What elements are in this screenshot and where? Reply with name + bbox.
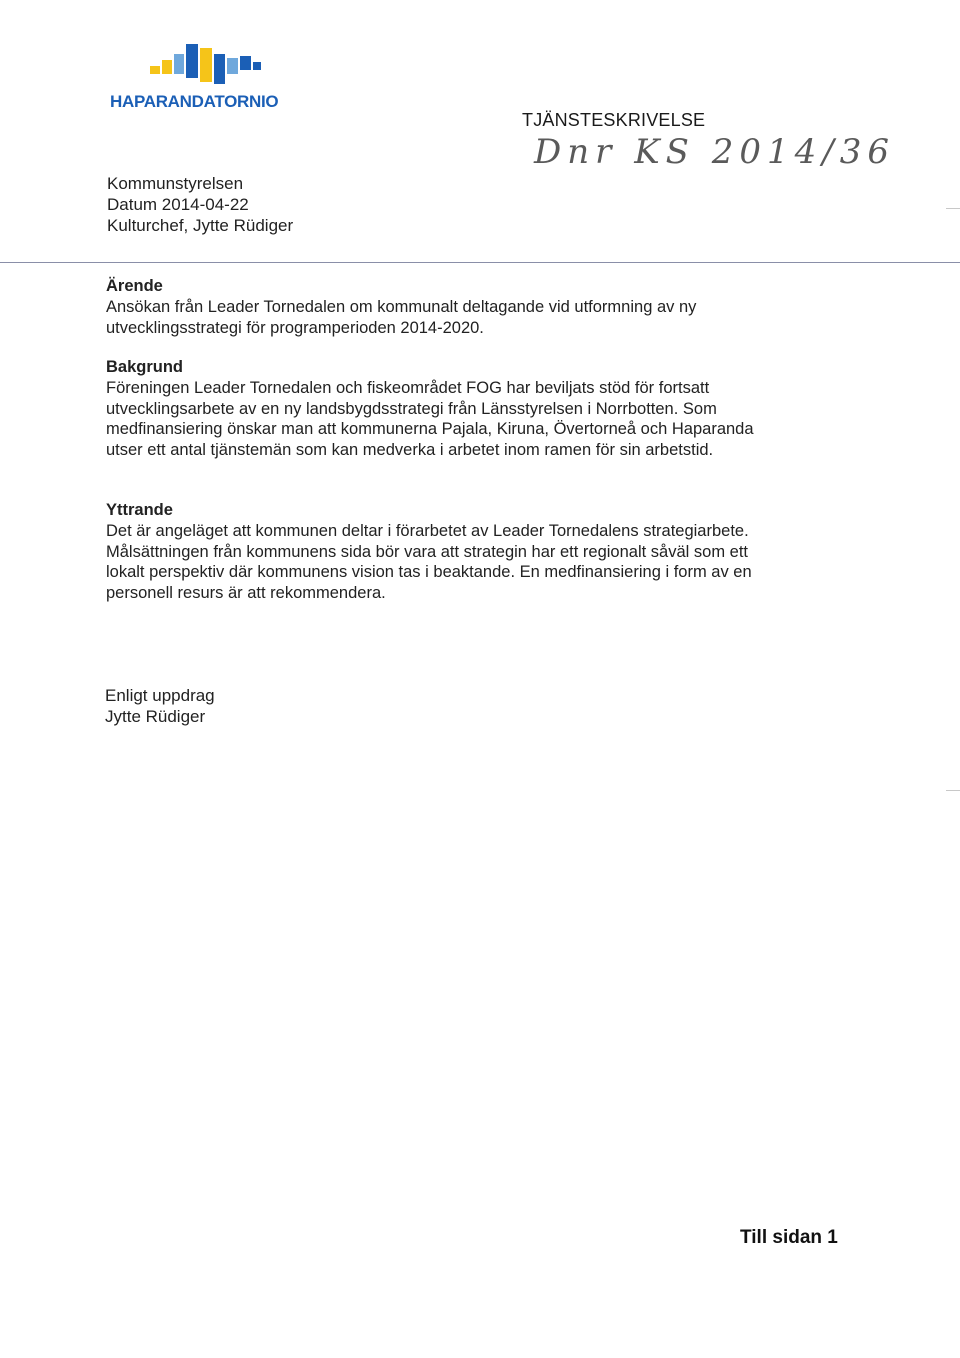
logo-wordmark: HAPARANDATORNIO [110, 92, 279, 111]
sender-organisation: Kommunstyrelsen [107, 174, 244, 193]
section-heading: Bakgrund [106, 358, 184, 376]
scan-edge-mark [946, 208, 960, 209]
paragraph-line: utvecklingsarbete av en ny landsbygdsstrategi från Länsstyrelsen i Norrbotten. Som [106, 399, 717, 418]
signoff-block [105, 685, 215, 727]
signoff-name: Jytte Rüdiger [105, 707, 206, 726]
haparanda-tornio-logo [106, 44, 336, 120]
page-reference: Till sidan 1 [740, 1227, 838, 1248]
paragraph-line: Föreningen Leader Tornedalen och fiskeområdet FOG har beviljats stöd för fortsatt [106, 378, 710, 397]
signoff-line: Enligt uppdrag [105, 686, 215, 705]
paragraph-line: personell resurs är att rekommendera. [106, 584, 386, 603]
section-heading: Ärende [106, 277, 163, 295]
sender-date: Datum 2014-04-22 [107, 195, 249, 214]
paragraph-line: Ansökan från Leader Tornedalen om kommunalt deltagande vid utformning av ny [106, 297, 697, 316]
sender-block [107, 173, 293, 236]
scan-edge-mark [946, 790, 960, 791]
document-type-title: TJÄNSTESKRIVELSE [522, 110, 706, 130]
sender-author: Kulturchef, Jytte Rüdiger [107, 216, 294, 235]
paragraph-line: Det är angeläget att kommunen deltar i förarbetet av Leader Tornedalens strategiarbete. [106, 521, 749, 540]
handwritten-diary-number: Dnr KS 2014/36 [534, 132, 895, 172]
paragraph-line: medfinansiering önskar man att kommunerna Pajala, Kiruna, Övertorneå och Haparanda [106, 420, 754, 439]
paragraph-line: lokalt perspektiv där kommunens vision tas i beaktande. En medfinansiering i form av en [106, 563, 752, 582]
section-yttrande [106, 500, 826, 604]
paragraph-line: Målsättningen från kommunens sida bör vara att strategin har ett regionalt såväl som ett [106, 542, 748, 561]
logo-bars-icon [150, 44, 290, 86]
section-heading: Yttrande [106, 501, 173, 519]
header-divider [0, 262, 960, 263]
section-bakgrund [106, 357, 826, 461]
paragraph-line: utser ett antal tjänstemän som kan medverka i arbetet inom ramen för sin arbetstid. [106, 441, 714, 460]
section-arende [106, 276, 826, 338]
paragraph-line: utvecklingsstrategi för programperioden 2014-2020. [106, 318, 484, 337]
